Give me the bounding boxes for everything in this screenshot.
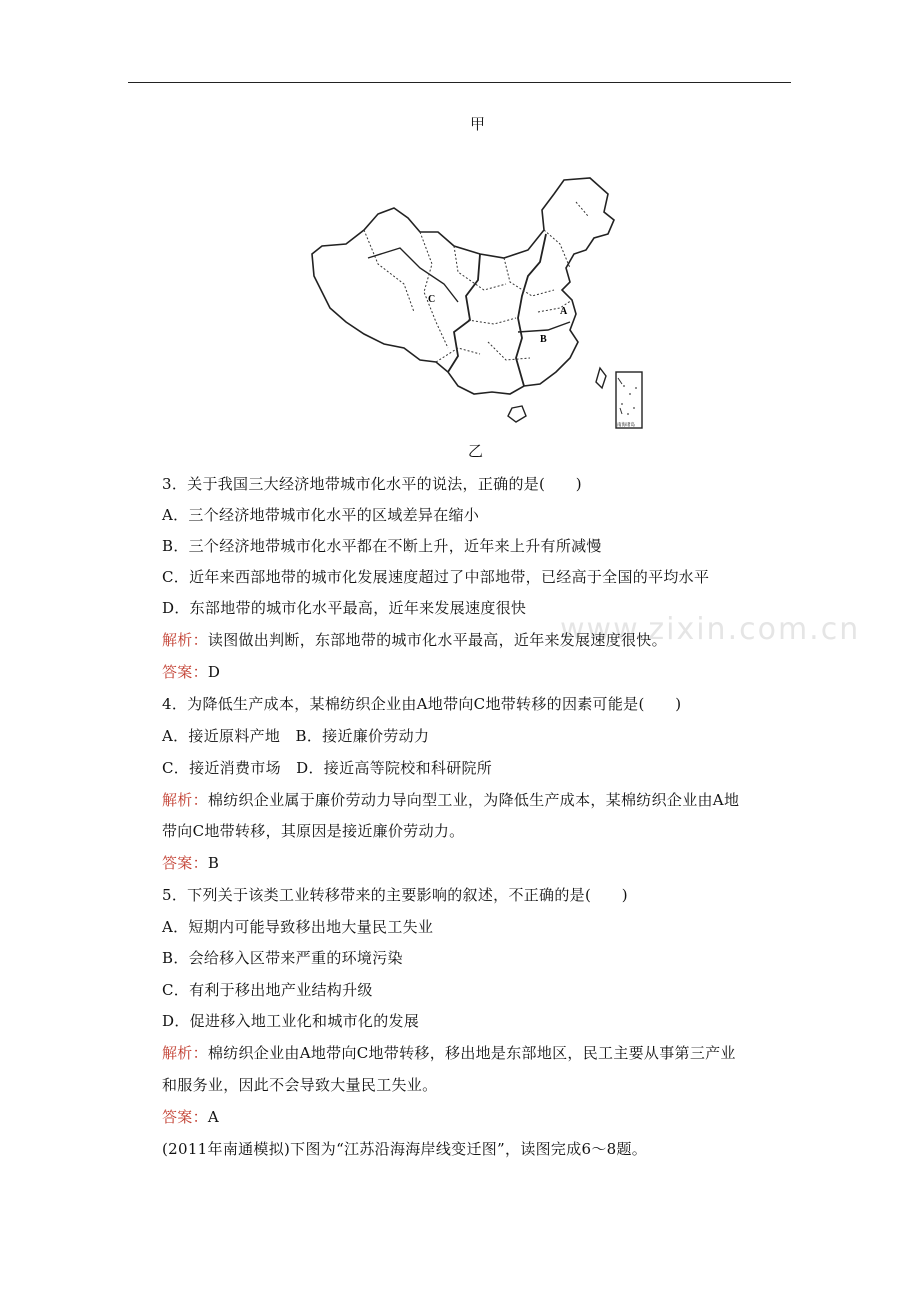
analysis-text: 读图做出判断，东部地带的城市化水平最高，近年来发展速度很快。 [207, 631, 667, 649]
header-rule [128, 82, 791, 83]
analysis-label: 解析： [162, 631, 208, 649]
q3-option-c: C．近年来西部地带的城市化发展速度超过了中部地带，已经高于全国的平均水平 [162, 568, 710, 586]
caption-yi: 乙 [468, 442, 484, 460]
inset-islands [621, 385, 637, 415]
q4-answer [162, 853, 802, 873]
q4-options-cd: C．接近消费市场 D．接近高等院校和科研院所 [162, 759, 493, 777]
analysis-text: 棉纺织企业属于廉价劳动力导向型工业，为降低生产成本，某棉纺织企业由A地 [207, 791, 740, 809]
q5-analysis [162, 1043, 802, 1063]
central-zone-boundary [448, 254, 480, 372]
analysis-text: 棉纺织企业由A地带向C地带转移，移出地是东部地区，民工主要从事第三产业 [207, 1044, 736, 1062]
answer-value: B [207, 854, 220, 872]
q5-option-d: D．促进移入地工业化和城市化的发展 [162, 1012, 420, 1030]
inset-caption: 南海诸岛 [617, 423, 635, 428]
map-label-b: B [540, 334, 547, 345]
q4-analysis [162, 790, 802, 810]
q4-stem: 4．为降低生产成本，某棉纺织企业由A地带向C地带转移的因素可能是( ) [162, 695, 682, 713]
q5-option-a: A．短期内可能导致移出地大量民工失业 [162, 918, 434, 936]
q3-stem: 3．关于我国三大经济地带城市化水平的说法，正确的是( ) [162, 475, 582, 493]
map-label-a: A [560, 306, 568, 317]
section-intro: (2011年南通模拟)下图为“江苏沿海海岸线变迁图”，读图完成6～8题。 [162, 1140, 648, 1158]
east-zone-boundary [516, 234, 546, 386]
q5-answer [162, 1107, 802, 1127]
taiwan-island [596, 368, 606, 388]
china-outline [312, 178, 614, 394]
caption-jia: 甲 [470, 115, 486, 133]
q3-option-d: D．东部地带的城市化水平最高，近年来发展速度很快 [162, 599, 527, 617]
q3-analysis [162, 630, 802, 650]
inner-zone-line [368, 248, 458, 302]
china-map [308, 172, 648, 434]
q3-option-b: B．三个经济地带城市化水平都在不断上升，近年来上升有所减慢 [162, 537, 602, 555]
q3-answer [162, 662, 802, 682]
q5-analysis-cont: 和服务业，因此不会导致大量民工失业。 [162, 1076, 438, 1094]
answer-value: D [207, 663, 221, 681]
answer-label: 答案： [162, 1108, 208, 1126]
map-label-c: C [428, 294, 436, 305]
q5-option-c: C．有利于移出地产业结构升级 [162, 981, 373, 999]
hainan-island [508, 406, 526, 422]
answer-label: 答案： [162, 854, 208, 872]
answer-label: 答案： [162, 663, 208, 681]
q4-options-ab: A．接近原料产地 B．接近廉价劳动力 [162, 727, 430, 745]
analysis-label: 解析： [162, 1044, 208, 1062]
watermark: www.zixin.com.cn [560, 612, 861, 647]
south-zone-line [518, 322, 570, 332]
answer-value: A [207, 1108, 220, 1126]
q5-stem: 5．下列关于该类工业转移带来的主要影响的叙述，不正确的是( ) [162, 886, 628, 904]
q5-option-b: B．会给移入区带来严重的环境污染 [162, 949, 403, 967]
analysis-label: 解析： [162, 791, 208, 809]
q4-analysis-cont: 带向C地带转移，其原因是接近廉价劳动力。 [162, 822, 465, 840]
q3-option-a: A．三个经济地带城市化水平的区域差异在缩小 [162, 506, 480, 524]
